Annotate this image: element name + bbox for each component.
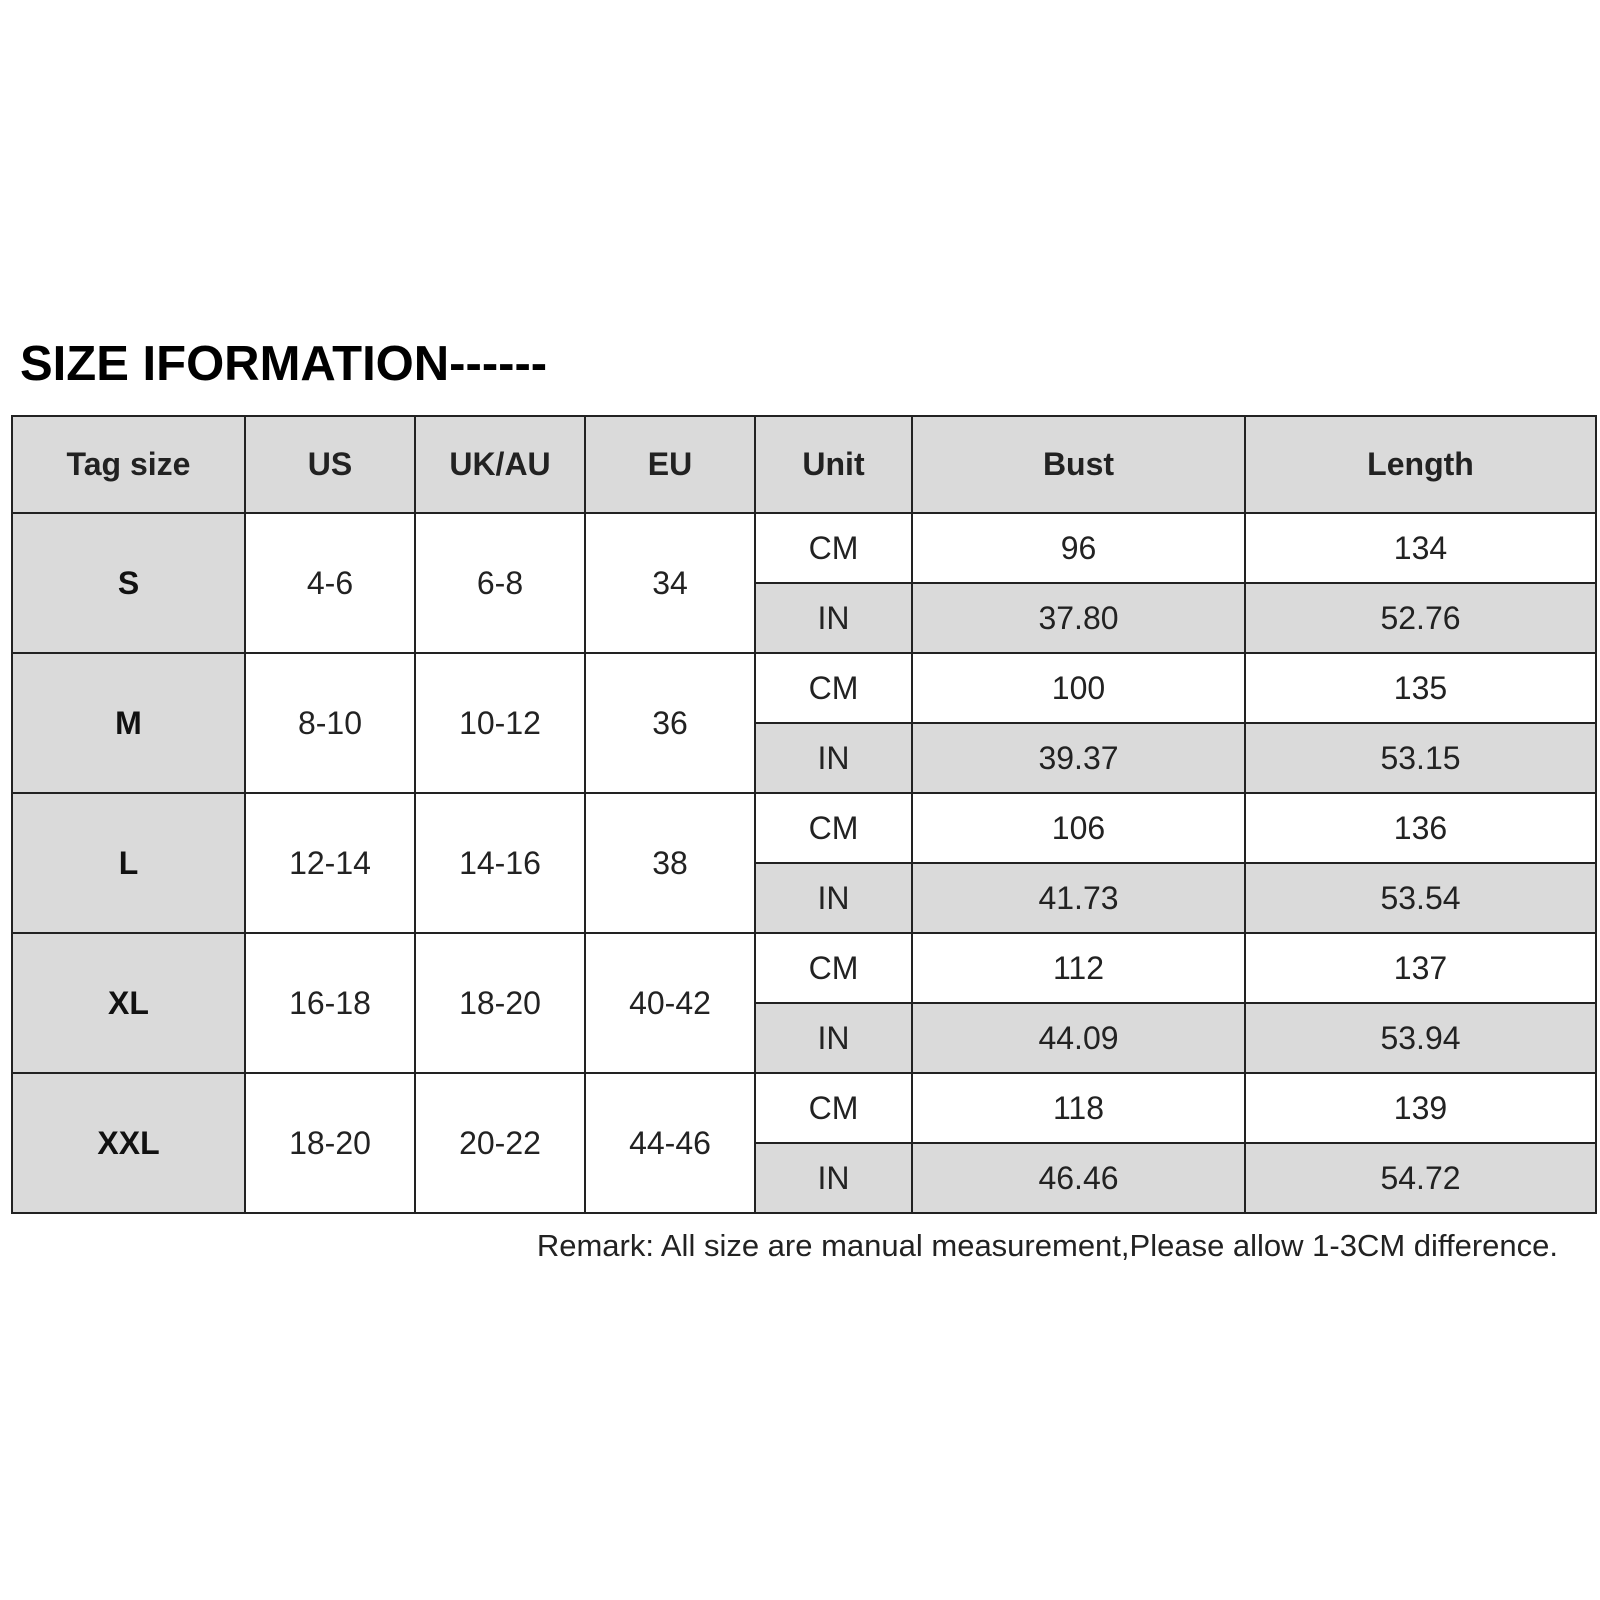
page-title: SIZE IFORMATION------ [20,337,548,391]
bust-cell: 112 [912,933,1245,1003]
bust-cell: 37.80 [912,583,1245,653]
header-row [12,416,1596,513]
us-size-cell: 12-14 [245,793,415,933]
table-row [12,1073,1596,1143]
uk-au-size-cell: 20-22 [415,1073,585,1213]
header-length: Length [1245,416,1596,513]
table-row [12,513,1596,583]
us-size-cell: 4-6 [245,513,415,653]
bust-cell: 100 [912,653,1245,723]
bust-cell: 39.37 [912,723,1245,793]
length-cell: 52.76 [1245,583,1596,653]
length-cell: 134 [1245,513,1596,583]
unit-cell: CM [755,513,912,583]
eu-size-cell: 34 [585,513,755,653]
bust-cell: 44.09 [912,1003,1245,1073]
bust-cell: 46.46 [912,1143,1245,1213]
length-cell: 139 [1245,1073,1596,1143]
remark-note: Remark: All size are manual measurement,Please allow 1-3CM difference. [536,1228,1558,1263]
unit-cell: CM [755,653,912,723]
unit-cell: IN [755,583,912,653]
header-unit: Unit [755,416,912,513]
header-bust: Bust [912,416,1245,513]
length-cell: 135 [1245,653,1596,723]
bust-cell: 106 [912,793,1245,863]
length-cell: 137 [1245,933,1596,1003]
header-eu: EU [585,416,755,513]
table-body [12,513,1596,1213]
eu-size-cell: 40-42 [585,933,755,1073]
bust-cell: 41.73 [912,863,1245,933]
size-chart-table [11,415,1597,1214]
tag-size-cell: XL [12,933,245,1073]
tag-size-cell: XXL [12,1073,245,1213]
bust-cell: 96 [912,513,1245,583]
unit-cell: CM [755,1073,912,1143]
uk-au-size-cell: 14-16 [415,793,585,933]
uk-au-size-cell: 6-8 [415,513,585,653]
us-size-cell: 16-18 [245,933,415,1073]
header-us: US [245,416,415,513]
table-row [12,653,1596,723]
tag-size-cell: S [12,513,245,653]
unit-cell: IN [755,1143,912,1213]
tag-size-cell: M [12,653,245,793]
uk-au-size-cell: 10-12 [415,653,585,793]
header-tag-size: Tag size [12,416,245,513]
unit-cell: CM [755,933,912,1003]
unit-cell: CM [755,793,912,863]
length-cell: 53.94 [1245,1003,1596,1073]
uk-au-size-cell: 18-20 [415,933,585,1073]
eu-size-cell: 38 [585,793,755,933]
bust-cell: 118 [912,1073,1245,1143]
eu-size-cell: 44-46 [585,1073,755,1213]
table-header [12,416,1596,513]
us-size-cell: 18-20 [245,1073,415,1213]
length-cell: 136 [1245,793,1596,863]
eu-size-cell: 36 [585,653,755,793]
unit-cell: IN [755,863,912,933]
us-size-cell: 8-10 [245,653,415,793]
header-uk-au: UK/AU [415,416,585,513]
tag-size-cell: L [12,793,245,933]
unit-cell: IN [755,1003,912,1073]
unit-cell: IN [755,723,912,793]
table-row [12,793,1596,863]
length-cell: 54.72 [1245,1143,1596,1213]
length-cell: 53.54 [1245,863,1596,933]
length-cell: 53.15 [1245,723,1596,793]
table-row [12,933,1596,1003]
